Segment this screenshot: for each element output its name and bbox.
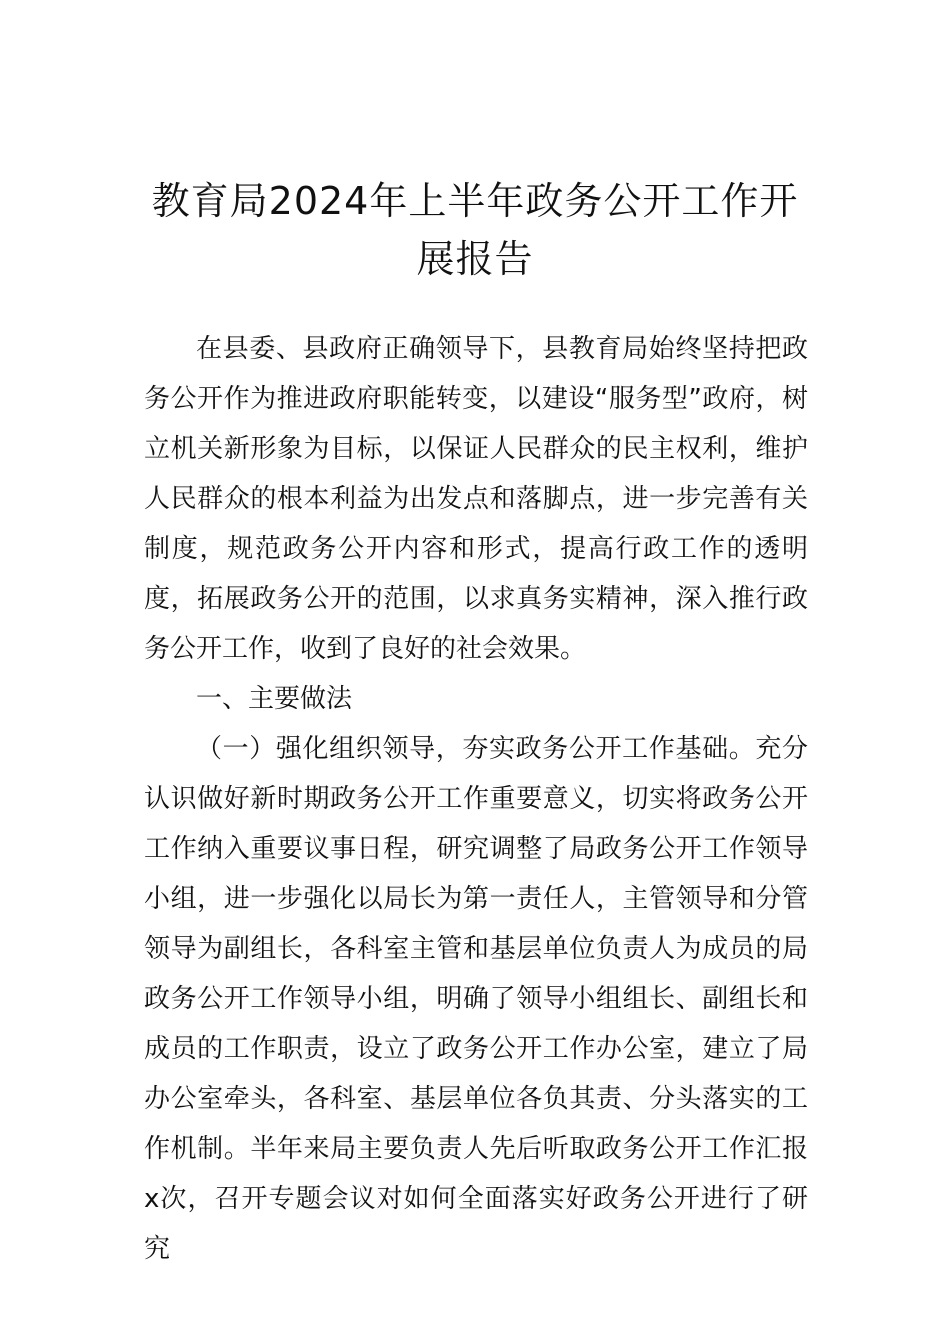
document-body	[144, 324, 808, 1274]
intro-paragraph: 在县委、县政府正确领导下，县教育局始终坚持把政务公开作为推进政府职能转变，以建设“服务型”政府，树立机关新形象为目标，以保证人民群众的民主权利，维护人民群众的根本利益为出发点和落脚点，进一步完善有关制度，规范政务公开内容和形式，提高行政工作的透明度，拓展政务公开的范围，以求真务实精神，深入推行政务公开工作，收到了良好的社会效果。	[144, 334, 808, 664]
document-title: 教育局2024年上半年政务公开工作开展报告	[151, 179, 799, 281]
section-heading-main-practices: 一、主要做法	[196, 684, 353, 714]
subsection-paragraph-organization: （一）强化组织领导，夯实政务公开工作基础。充分认识做好新时期政务公开工作重要意义，切实将政务公开工作纳入重要议事日程，研究调整了局政务公开工作领导小组，进一步强化以局长为第一责任人，主管领导和分管领导为副组长，各科室主管和基层单位负责人为成员的局政务公开工作领导小组，明确了领导小组组长、副组长和成员的工作职责，设立了政务公开工作办公室，建立了局办公室牵头，各科室、基层单位各负其责、分头落实的工作机制。半年来局主要负责人先后听取政务公开工作汇报x次，召开专题会议对如何全面落实好政务公开进行了研究	[144, 734, 808, 1264]
